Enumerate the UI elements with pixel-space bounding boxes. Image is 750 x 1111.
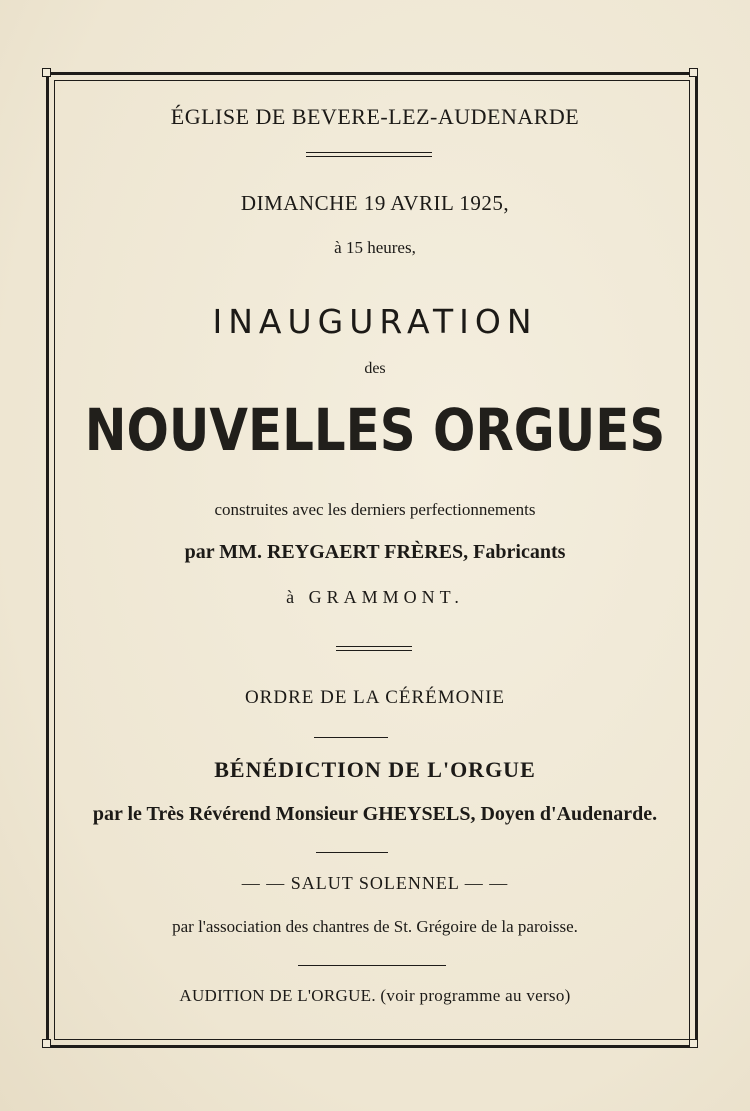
divider-1 [314,737,388,738]
inauguration-heading: INAUGURATION [212,302,538,341]
divider-double-1 [306,152,432,157]
church-name: ÉGLISE DE BEVERE-LEZ-AUDENARDE [170,104,580,129]
frame-corner-bottom-left [42,1039,51,1048]
organ-audition: AUDITION DE L'ORGUE. (voir programme au verso) [179,986,571,1005]
des-text: des [364,360,386,377]
construction-text: construites avec les derniers perfectionnements [214,500,536,519]
association-text: par l'association des chantres de St. Grégoire de la paroisse. [172,917,578,936]
event-date: DIMANCHE 19 AVRIL 1925, [240,191,510,215]
blessing-officiant: par le Très Révérend Monsieur GHEYSELS, Doyen d'Audenarde. [92,803,658,825]
ceremony-order-heading: ORDRE DE LA CÉRÉMONIE [244,687,506,708]
frame-corner-top-left [42,68,51,77]
town-text: à GRAMMONT. [286,587,464,607]
divider-double-2 [336,646,412,651]
frame-corner-bottom-right [689,1039,698,1048]
divider-3 [298,965,446,966]
event-time: à 15 heures, [334,238,416,257]
blessing-heading: BÉNÉDICTION DE L'ORGUE [214,757,536,782]
organs-title: NOUVELLES ORGUES [84,396,666,464]
builders-text: par MM. REYGAERT FRÈRES, Fabricants [184,541,566,563]
frame-corner-top-right [689,68,698,77]
salut-solennel: — — SALUT SOLENNEL — — [241,873,509,893]
divider-2 [316,852,388,853]
